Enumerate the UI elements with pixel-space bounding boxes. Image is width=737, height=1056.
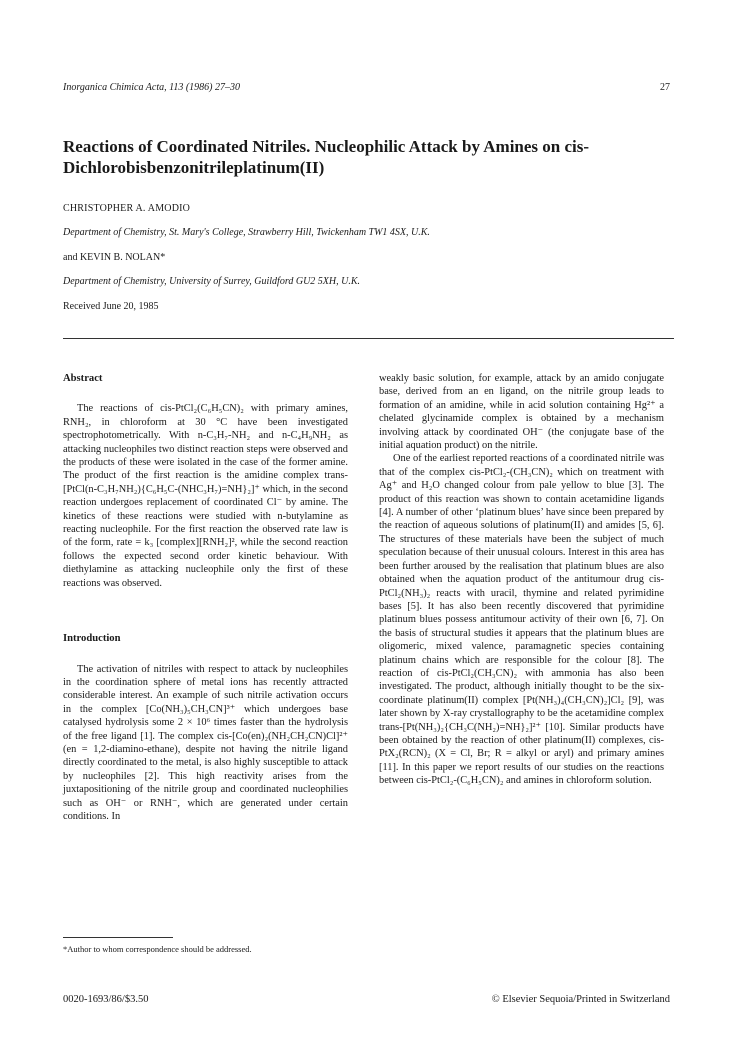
introduction-paragraph: One of the earliest reported reactions of a coordinated nitrile was that of the complex cis-PtCl₂-(CH₃CN)₂ which on treatment with Ag⁺ and H₂O changed colour from pale yellow to blue [3]. The product of this reaction was shown to contain acetamidine ligands [4]. A number of other ‘platinum blues’ have since been prepared by the reaction of aqueous solutions of platinum(II) and amides [5, 6]. The structures of these materials have been the subject of much speculation because of their unusual colours. Interest in this area has been further aroused by the realisation that platinum blues are also obtained when the aquation product of the antitumour drug cis-PtCl₂(NH₃)₂ reacts with uracil, thymine and related pyrimidine bases [5]. It has also been recently discovered that pyrimidine platinum blues possess antitumour activity of their own [6, 7]. On the basis of structural studies it appears that the platinum blues are oligomeric, mixed valence, paramagnetic species containing platinum chains which are responsible for the colour [8]. The reaction of cis-PtCl₂(CH₃CN)₂ with ammonia has also been investigated. The product, although initially thought to be the six-coordinate platinum(II) complex [Pt(NH₃)₄(CH₃CN)₂]Cl₂ [9], was later shown by X-ray crystallography to be the acetamidine complex trans-[Pt(NH₃)₂{CH₃C(NH₂)=NH}₂]²⁺ [10]. Similar products have been obtained by the reaction of other platinum(II) complexes, cis-PtX₂(RCN)₂ (X = Cl, Br; R = alkyl or aryl) and primary amines [11]. In this paper we report results of our studies on the reactions between cis-PtCl₂-(C₆H₅CN)₂ and amines in chloroform solution. [379,453,664,787]
article-title: Reactions of Coordinated Nitriles. Nucleophilic Attack by Amines on cis-Dichlorobisbenzonitrileplatinum(II) [63,137,590,177]
footnote: *Author to whom correspondence should be addressed. [63,944,252,954]
introduction-paragraph-continued: weakly basic solution, for example, attack by an amido conjugate base, derived from an en ligand, on the nitrile group leads to formation of an amidine, while in acid solution containing Hg²⁺ a chelated glycinamide complex is obtained by a mechanism involving attack by coordinated OH⁻ (the conjugate base of the initial aquation product) on the nitrile. [379,373,664,452]
author-affiliation-second: Department of Chemistry, University of Surrey, Guildford GU2 5XH, U.K. [63,276,361,287]
issn-code: 0020-1693/86/$3.50 [63,994,149,1005]
right-column [379,372,664,788]
author-affiliation: Department of Chemistry, St. Mary's College, Strawberry Hill, Twickenham TW1 4SX, U.K. [63,227,430,238]
introduction-paragraph: The activation of nitriles with respect to attack by nucleophiles in the coordination sphere of metal ions has recently attracted considerable interest. An example of such nitrile activation occurs in the complex [Co(NH₃)₅CH₃CN]³⁺ which undergoes base catalysed hydrolysis some 2 × 10⁶ times faster than the hydrolysis of the free ligand [1]. The complex cis-[Co(en)₂(NH₂CH₂CN)Cl]²⁺ (en = 1,2-diamino-ethane), despite not having the nitrile ligand directly coordinated to the metal, is also highly susceptible to attack by nucleophiles [2]. This high reactivity arises from the juxtapositioning of the nitrile group and coordinated nucleophilies such as OH⁻ or RNH⁻, which are generated under certain conditions. In [63,663,348,822]
abstract-text: The reactions of cis-PtCl₂(C₆H₅CN)₂ with primary amines, RNH₂, in chloroform at 30 °C have been investigated spectrophotometrically. With n-C₃H₇-NH₂ and n-C₄H₉NH₂ as attacking nucleophiles two distinct reaction steps were observed and the products of these were isolated in the case of the former amine. The product of the first reaction is the amidine complex trans-[PtCl(n-C₃H₇NH₂){C₆H₅C-(NHC₃H₇)=NH}₂]⁺ which, in the second reaction undergoes replacement of coordinated Cl⁻ by amine. The kinetics of these reactions were studied with n-butylamine as reacting nucleophile. For the first reaction the observed rate law is of the form, rate = k₃ [complex][RNH₂]², while the second reaction follows the expected second order kinetic behaviour. With diethylamine as attacking nucleophile only the first of these reactions was observed. [63,403,348,589]
author-name-second: and KEVIN B. NOLAN* [63,252,166,263]
received-date: Received June 20, 1985 [63,301,159,312]
footnote-divider [63,937,173,938]
author-name: CHRISTOPHER A. AMODIO [63,203,191,214]
header-divider [63,338,674,339]
introduction-heading: Introduction [63,633,121,645]
copyright-notice: © Elsevier Sequoia/Printed in Switzerland [491,994,670,1005]
left-column [63,372,348,823]
journal-citation: Inorganica Chimica Acta, 113 (1986) 27–30 [63,82,241,93]
abstract-heading: Abstract [63,373,103,384]
page-number: 27 [660,82,670,93]
